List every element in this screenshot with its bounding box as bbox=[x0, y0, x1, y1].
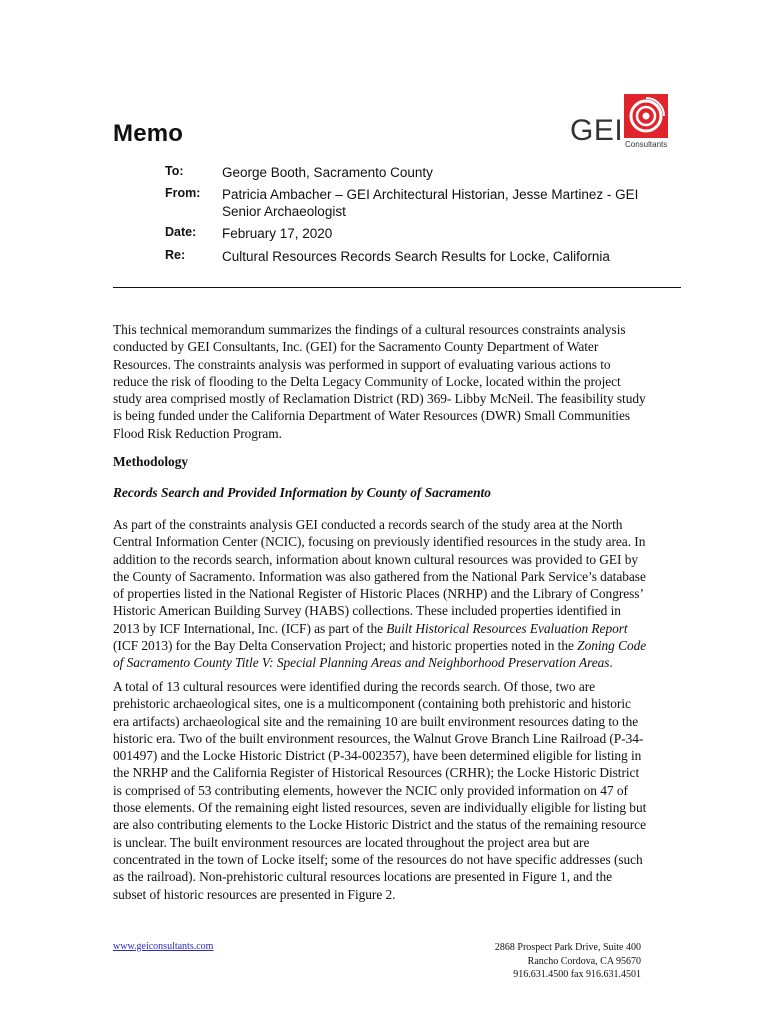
logo-subtext: Consultants bbox=[625, 140, 668, 149]
date-label: Date: bbox=[165, 225, 197, 239]
intro-paragraph bbox=[113, 321, 648, 442]
para1-text-c: . bbox=[609, 655, 613, 671]
gei-logo-mark-icon bbox=[624, 94, 668, 138]
gei-logo bbox=[570, 92, 670, 154]
date-value: February 17, 2020 bbox=[222, 226, 333, 241]
from-value: Patricia Ambacher – GEI Architectural Historian, Jesse Martinez - GEI Senior Archaeologist bbox=[222, 187, 639, 219]
to-value: George Booth, Sacramento County bbox=[222, 165, 433, 180]
methodology-heading: Methodology bbox=[113, 454, 189, 469]
para2-text: A total of 13 cultural resources were identified during the records search. Of those, two are prehistoric archaeological sites, one is a multicomponent (containing both prehistoric and historic era artifacts) archaeological site and the remaining 10 are built environment resources dating to the historic era. Two of the built environment resources, the Walnut Grove Branch Line Railroad (P-34-001497) and the Locke Historic District (P-34-002357), have been determined eligible for listing in the NRHP and the California Register of Historical Resources (CRHR); the Locke Historic District is comprised of 53 contributing elements, however the NCIC only provided information on 47 of those elements. Of the remaining eight listed resources, seven are individually eligible for listing but are also contributing elements to the Locke Historic District and the status of the remaining resource is unclear. The built environment resources are located throughout the project area but are concentrated in the town of Locke itself; some of the resources do not have specific addresses (such as the railroad). Non-prehistoric cultural resources locations are presented in Figure 1, and the subset of historic resources are presented in Figure 2. bbox=[113, 679, 647, 902]
address-line-3: 916.631.4500 fax 916.631.4501 bbox=[513, 969, 641, 980]
address-line-2: Rancho Cordova, CA 95670 bbox=[527, 955, 641, 967]
re-label: Re: bbox=[165, 248, 186, 262]
records-search-subheading: Records Search and Provided Information by County of Sacramento bbox=[113, 485, 491, 500]
website-link[interactable]: www.geiconsultants.com bbox=[113, 941, 214, 952]
intro-text: This technical memorandum summarizes the findings of a cultural resources constraints analysis conducted by GEI Consultants, Inc. (GEI) for the Sacramento County Department of Water Resources. The constraints analysis was performed in support of evaluating various actions to reduce the risk of flooding to the Delta Legacy Community of Locke, located within the project study area comprised mostly of Reclamation District (RD) 369- Libby McNeil. The feasibility study is being funded under the California Department of Water Resources (DWR) Small Communities Flood Risk Reduction Program. bbox=[113, 322, 646, 441]
methodology-paragraph-1 bbox=[113, 516, 648, 672]
footer-address bbox=[495, 941, 641, 982]
address-line-1: 2868 Prospect Park Drive, Suite 400 bbox=[494, 942, 641, 953]
logo-text: GEI bbox=[570, 114, 624, 147]
from-label: From: bbox=[165, 186, 201, 200]
para1-text-b: (ICF 2013) for the Bay Delta Conservation Project; and historic properties noted in the bbox=[113, 638, 578, 654]
report-title-italic: Built Historical Resources Evaluation Report bbox=[386, 620, 628, 636]
to-label: To: bbox=[165, 164, 184, 178]
re-value: Cultural Resources Records Search Results for Locke, California bbox=[222, 249, 610, 264]
header-divider bbox=[113, 287, 681, 288]
memo-title: Memo bbox=[113, 120, 184, 147]
zoning-code-italic: Zoning Code of Sacramento County Title V: Special Planning Areas and Neighborhood Preservation Areas bbox=[113, 638, 647, 671]
methodology-paragraph-2 bbox=[113, 678, 648, 903]
para1-text-a: As part of the constraints analysis GEI conducted a records search of the study area at the North Central Information Center (NCIC), focusing on previously identified resources in the study area. In addition to the records search, information about known cultural resources was provided to GEI by the County of Sacramento. Information was also gathered from the National Park Service’s database of properties listed in the National Register of Historic Places (NRHP) and the Library of Congress’ Historic American Building Survey (HABS) collections. These included properties identified in 2013 by ICF International, Inc. (ICF) as part of the bbox=[113, 517, 646, 636]
